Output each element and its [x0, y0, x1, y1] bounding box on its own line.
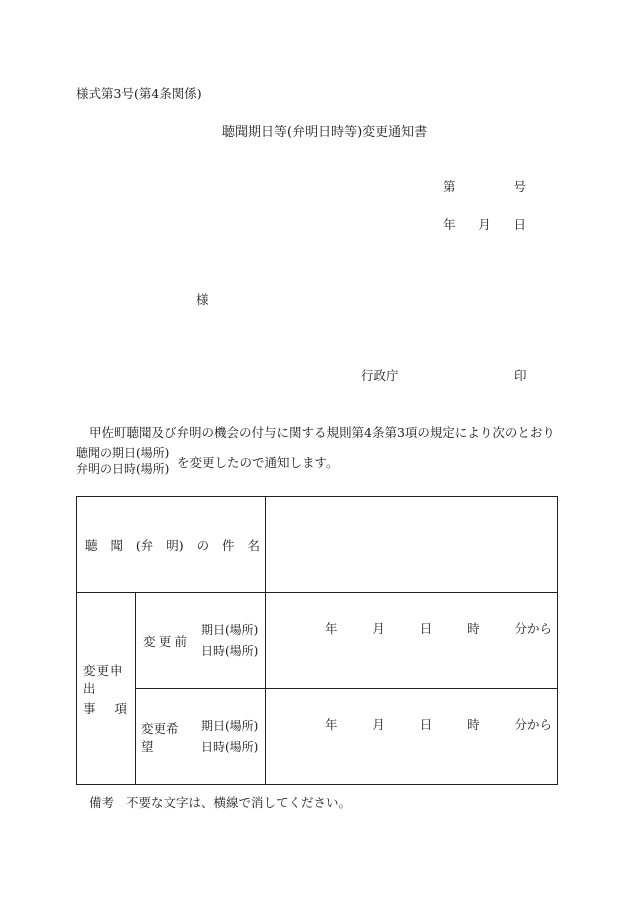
dt-from: 分から: [514, 716, 552, 732]
desired-datetime-cell: [266, 689, 558, 785]
document-title: 聴聞期日等(弁明日時等)変更通知書: [222, 125, 428, 140]
item-char: 事: [83, 700, 96, 716]
addressee-suffix: 様: [196, 292, 209, 307]
case-name-value-cell: [266, 497, 558, 593]
dt-from: 分から: [514, 620, 552, 636]
ref-dai: 第: [443, 179, 456, 194]
change-request-section-cell: [77, 593, 136, 785]
reference-number: [443, 179, 526, 194]
dt-year: 年: [325, 620, 338, 636]
before-option-1: 期日(場所): [201, 622, 259, 637]
note-label: 備考: [89, 795, 115, 810]
dt-month: 月: [372, 716, 385, 732]
body-line-1: 甲佐町聴聞及び弁明の機会の付与に関する規則第4条第3項の規定により次のとおり: [89, 425, 555, 440]
note-text: 不要な文字は、横線で消してください。: [126, 795, 352, 810]
date-year: 年: [443, 217, 456, 232]
case-name-char: 件: [222, 537, 235, 553]
before-datetime-cell: [266, 593, 558, 689]
before-char: 変: [143, 633, 156, 649]
dt-hour: 時: [467, 620, 480, 636]
case-name-char: 聞: [110, 537, 123, 553]
body-option-2: 弁明の日時(場所): [76, 462, 170, 476]
desired-option-1: 期日(場所): [201, 718, 259, 733]
ref-go: 号: [513, 179, 526, 194]
case-name-char: 聴: [85, 537, 98, 553]
desired-change-cell: [136, 689, 266, 785]
date-month: 月: [478, 217, 491, 232]
item-char: 項: [114, 700, 127, 716]
case-name-char: の: [196, 537, 210, 553]
desired-change-label: 変更希望: [141, 720, 179, 754]
date-day: 日: [513, 217, 526, 232]
case-name-char: (弁: [135, 537, 154, 553]
form-number: 様式第3号(第4条関係): [76, 86, 202, 101]
dt-hour: 時: [467, 716, 480, 732]
before-char: 前: [174, 633, 187, 649]
change-request-label: 変更申出: [83, 662, 124, 696]
note: [89, 795, 351, 810]
dt-day: 日: [419, 620, 433, 636]
authority-label: 行政庁: [361, 368, 399, 383]
dt-day: 日: [419, 716, 433, 732]
seal-mark: 印: [514, 368, 527, 383]
change-details-table: [76, 496, 558, 785]
case-name-char: 明): [166, 537, 184, 553]
dt-month: 月: [372, 620, 385, 636]
case-name-label-cell: [77, 497, 266, 593]
before-change-cell: [136, 593, 266, 689]
issue-date: [443, 217, 526, 232]
dt-year: 年: [325, 716, 338, 732]
desired-option-2: 日時(場所): [201, 739, 259, 754]
before-char: 更: [158, 633, 172, 649]
body-option-1: 聴聞の期日(場所): [76, 446, 170, 460]
before-option-2: 日時(場所): [201, 643, 259, 658]
body-tail: を変更したので通知します。: [177, 455, 339, 470]
case-name-char: 名: [247, 537, 260, 553]
